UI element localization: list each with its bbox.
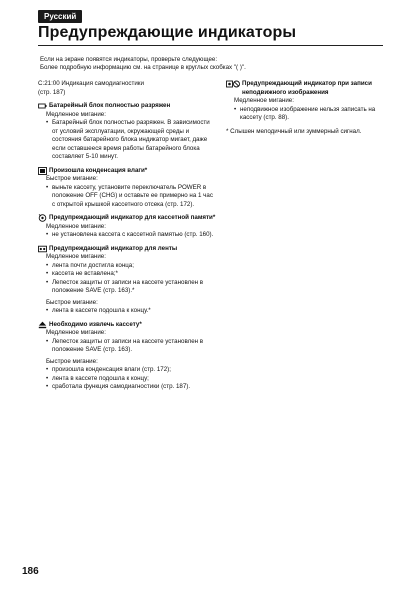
left-column [38,80,216,397]
tape-warning-icon [38,245,47,253]
battery-empty-icon [38,102,47,110]
list-item: • Лепесток защиты от записи на кассете установлен в положение SAVE (стр. 163).* [46,279,216,296]
still-image-list [226,106,388,123]
still-image-warning-icon [226,80,240,88]
cassette-memory-heading: Предупреждающий индикатор для кассетной памяти* [49,214,216,221]
entry-still-image [226,80,388,123]
entry-cassette-memory [38,214,216,240]
tape-label-slow: Медленное мигание: [46,253,106,260]
cassette-memory-list [38,231,216,240]
right-column [226,80,388,136]
sound-note: * Слышен мелодичный или зуммерный сигнал. [226,127,362,135]
list-item: • Батарейный блок полностью разряжен. В зависимости от условий эксплуатации, окружающей среды и состояния батарейного блока индикатор мигает, даже если оставшееся время работы батарейного блока составляет 5-10 минут. [46,119,216,162]
list-item: • произошла конденсация влаги (стр. 172); [46,366,216,375]
list-item: • Лепесток защиты от записи на кассете установлен в положение SAVE (стр. 163). [46,338,216,355]
condensation-icon [38,167,47,175]
intro-line-2: Более подробную информацию см. на странице в круглых скобках "( )". [40,64,246,72]
battery-heading: Батарейный блок полностью разряжен [49,102,171,109]
eject-label-slow: Медленное мигание: [46,329,106,336]
list-item: • лента почти достигла конца; [46,262,216,271]
list-item: • выньте кассету, установите переключатель POWER в положение OFF (CHG) и оставьте ее примерно на 1 час с открытой крышкой кассетного отсека (стр. 172). [46,184,216,210]
list-item: • кассета не вставлена;* [46,270,216,279]
battery-list [38,119,216,162]
tape-list-fast [38,307,216,316]
cassette-memory-label: Медленное мигание: [46,222,106,230]
still-image-heading: Предупреждающий индикатор при записи неподвижного изображения [242,80,372,96]
cassette-memory-icon [38,214,47,222]
tape-list-slow [38,262,216,296]
condensation-label: Быстрое мигание: [46,175,98,182]
condensation-list [38,184,216,210]
language-tab: Русский [38,10,82,23]
self-diagnosis-page: (стр. 187) [38,88,66,96]
eject-list-fast [38,366,216,392]
self-diagnosis-heading: C:21:00 Индикация самодиагностики [38,80,144,87]
entry-eject [38,321,216,392]
list-item: • сработала функция самодиагностики (стр. 187). [46,383,216,392]
eject-heading: Необходимо извлечь кассету* [49,320,142,328]
list-item: • лента в кассете подошла к концу.* [46,307,216,316]
page-number: 186 [22,566,39,577]
entry-tape [38,245,216,316]
intro-line-1: Если на экране появятся индикаторы, проверьте следующее: [40,56,218,63]
tape-heading: Предупреждающий индикатор для ленты [49,244,178,252]
eject-icon [38,321,47,329]
tape-label-fast: Быстрое мигание: [46,298,98,306]
list-item: • неподвижное изображение нельзя записать на кассету (стр. 88). [234,106,388,123]
list-item: • не установлена кассета с кассетной памятью (стр. 160). [46,231,216,240]
condensation-heading: Произошла конденсация влаги* [49,166,148,174]
entry-battery [38,102,216,162]
page-title: Предупреждающие индикаторы [38,24,383,46]
entry-self-diagnosis [38,80,216,97]
entry-condensation [38,167,216,210]
intro-text [40,56,385,73]
battery-label: Медленное мигание: [46,110,106,118]
still-image-label: Медленное мигание: [234,97,294,104]
eject-list-slow [38,338,216,355]
list-item: • лента в кассете подошла к концу; [46,375,216,384]
eject-label-fast: Быстрое мигание: [46,357,98,365]
